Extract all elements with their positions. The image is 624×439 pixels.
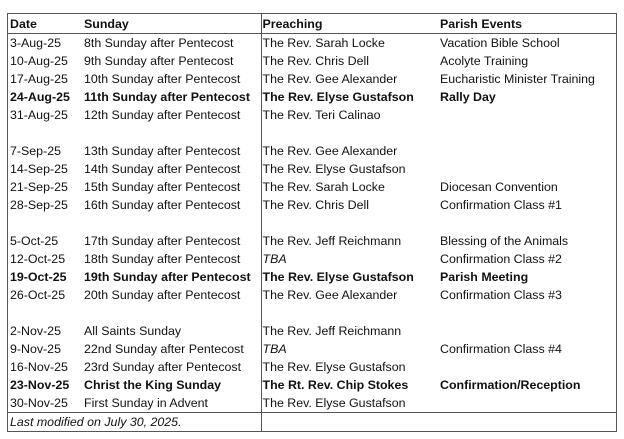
table-row bbox=[8, 106, 616, 124]
table-row bbox=[8, 214, 616, 232]
sunday-cell: 8th Sunday after Pentecost bbox=[84, 36, 234, 50]
date-cell: 16-Nov-25 bbox=[10, 360, 68, 374]
preaching-cell bbox=[261, 214, 438, 232]
preaching-cell bbox=[261, 304, 438, 322]
date-cell: 19-Oct-25 bbox=[10, 270, 67, 284]
event-cell: Confirmation Class #3 bbox=[440, 288, 562, 302]
sunday-cell: 23rd Sunday after Pentecost bbox=[84, 360, 242, 374]
event-cell bbox=[438, 394, 616, 412]
preaching-cell: The Rev. Chris Dell bbox=[261, 196, 438, 214]
sunday-cell: 18th Sunday after Pentecost bbox=[84, 252, 241, 266]
preaching-cell: The Rev. Gee Alexander bbox=[261, 286, 438, 304]
header-sunday: Sunday bbox=[82, 14, 261, 34]
event-cell: Parish Meeting bbox=[440, 270, 529, 284]
date-cell: 9-Nov-25 bbox=[10, 342, 61, 356]
sunday-cell bbox=[82, 214, 261, 232]
sunday-cell: All Saints Sunday bbox=[84, 324, 182, 338]
preaching-cell: TBA bbox=[261, 340, 438, 358]
table-row bbox=[8, 340, 616, 358]
table-row bbox=[8, 376, 616, 394]
schedule-sheet bbox=[7, 13, 617, 432]
header-preaching: Preaching bbox=[261, 14, 438, 34]
date-cell: 2-Nov-25 bbox=[10, 324, 61, 338]
table-row bbox=[8, 88, 616, 106]
preaching-cell: The Rev. Chris Dell bbox=[261, 52, 438, 70]
preaching-cell: The Rev. Elyse Gustafson bbox=[261, 160, 438, 178]
event-cell: Acolyte Training bbox=[440, 54, 529, 68]
sunday-cell: 10th Sunday after Pentecost bbox=[84, 72, 241, 86]
header-date: Date bbox=[8, 14, 82, 34]
date-cell: 7-Sep-25 bbox=[10, 144, 61, 158]
date-cell: 10-Aug-25 bbox=[10, 54, 68, 68]
sunday-cell: 22nd Sunday after Pentecost bbox=[84, 342, 244, 356]
table-row bbox=[8, 304, 616, 322]
date-cell: 30-Nov-25 bbox=[10, 396, 68, 410]
event-cell bbox=[438, 358, 616, 376]
date-cell bbox=[8, 304, 82, 322]
date-cell bbox=[8, 124, 82, 142]
date-cell bbox=[8, 214, 82, 232]
event-cell bbox=[438, 142, 616, 160]
table-row bbox=[8, 232, 616, 250]
table-row bbox=[8, 70, 616, 88]
event-cell bbox=[438, 214, 616, 232]
event-cell bbox=[438, 304, 616, 322]
table-row bbox=[8, 358, 616, 376]
header-events: Parish Events bbox=[438, 14, 616, 34]
sunday-cell: 11th Sunday after Pentecost bbox=[84, 90, 250, 104]
event-cell: Diocesan Convention bbox=[440, 180, 558, 194]
date-cell: 12-Oct-25 bbox=[10, 252, 66, 266]
date-cell: 31-Aug-25 bbox=[10, 108, 68, 122]
event-cell: Confirmation Class #4 bbox=[440, 342, 562, 356]
schedule-table bbox=[8, 14, 616, 412]
sunday-cell: 20th Sunday after Pentecost bbox=[84, 288, 241, 302]
last-modified-note: Last modified on July 30, 2025. bbox=[10, 415, 182, 429]
event-cell: Rally Day bbox=[440, 90, 496, 104]
sunday-cell: 15th Sunday after Pentecost bbox=[84, 180, 241, 194]
table-row bbox=[8, 250, 616, 268]
table-row bbox=[8, 178, 616, 196]
table-row bbox=[8, 268, 616, 286]
table-row bbox=[8, 322, 616, 340]
sunday-cell: 14th Sunday after Pentecost bbox=[84, 162, 241, 176]
event-cell: Eucharistic Minister Training bbox=[440, 72, 595, 86]
date-cell: 21-Sep-25 bbox=[10, 180, 68, 194]
sunday-cell: 13th Sunday after Pentecost bbox=[84, 144, 241, 158]
preaching-cell: The Rev. Elyse Gustafson bbox=[261, 268, 438, 286]
sunday-cell: 17th Sunday after Pentecost bbox=[84, 234, 241, 248]
preaching-cell: The Rev. Elyse Gustafson bbox=[261, 394, 438, 412]
table-row bbox=[8, 286, 616, 304]
date-cell: 24-Aug-25 bbox=[10, 90, 70, 104]
column-divider bbox=[261, 413, 262, 432]
date-cell: 14-Sep-25 bbox=[10, 162, 68, 176]
preaching-cell: The Rev. Jeff Reichmann bbox=[261, 232, 438, 250]
preaching-cell: The Rev. Gee Alexander bbox=[261, 142, 438, 160]
preaching-cell: The Rev. Teri Calinao bbox=[261, 106, 438, 124]
footer-row bbox=[8, 412, 616, 431]
sunday-cell bbox=[82, 304, 261, 322]
sunday-cell: 19th Sunday after Pentecost bbox=[84, 270, 251, 284]
date-cell: 3-Aug-25 bbox=[10, 36, 61, 50]
date-cell: 23-Nov-25 bbox=[10, 378, 70, 392]
preaching-cell: The Rev. Elyse Gustafson bbox=[261, 358, 438, 376]
event-cell: Blessing of the Animals bbox=[440, 234, 569, 248]
sunday-cell: 12th Sunday after Pentecost bbox=[84, 108, 241, 122]
preaching-cell: The Rev. Elyse Gustafson bbox=[261, 88, 438, 106]
table-row bbox=[8, 196, 616, 214]
event-cell: Vacation Bible School bbox=[440, 36, 560, 50]
sunday-cell: 16th Sunday after Pentecost bbox=[84, 198, 241, 212]
date-cell: 5-Oct-25 bbox=[10, 234, 59, 248]
event-cell: Confirmation Class #2 bbox=[440, 252, 562, 266]
event-cell bbox=[438, 124, 616, 142]
table-row bbox=[8, 394, 616, 412]
header-row bbox=[8, 14, 616, 34]
event-cell bbox=[438, 160, 616, 178]
schedule-body bbox=[8, 34, 616, 413]
table-row bbox=[8, 160, 616, 178]
preaching-cell: The Rt. Rev. Chip Stokes bbox=[261, 376, 438, 394]
sunday-cell bbox=[82, 124, 261, 142]
table-row bbox=[8, 142, 616, 160]
table-row bbox=[8, 124, 616, 142]
event-cell: Confirmation Class #1 bbox=[440, 198, 562, 212]
sunday-cell: Christ the King Sunday bbox=[84, 378, 221, 392]
date-cell: 26-Oct-25 bbox=[10, 288, 66, 302]
preaching-cell: The Rev. Jeff Reichmann bbox=[261, 322, 438, 340]
sunday-cell: 9th Sunday after Pentecost bbox=[84, 54, 234, 68]
preaching-cell: The Rev. Sarah Locke bbox=[261, 178, 438, 196]
sunday-cell: First Sunday in Advent bbox=[84, 396, 208, 410]
event-cell bbox=[438, 106, 616, 124]
event-cell: Confirmation/Reception bbox=[440, 378, 581, 392]
preaching-cell: The Rev. Sarah Locke bbox=[261, 34, 438, 53]
preaching-cell bbox=[261, 124, 438, 142]
event-cell bbox=[438, 322, 616, 340]
table-row bbox=[8, 52, 616, 70]
preaching-cell: The Rev. Gee Alexander bbox=[261, 70, 438, 88]
date-cell: 28-Sep-25 bbox=[10, 198, 68, 212]
table-row bbox=[8, 34, 616, 53]
preaching-cell: TBA bbox=[261, 250, 438, 268]
date-cell: 17-Aug-25 bbox=[10, 72, 68, 86]
